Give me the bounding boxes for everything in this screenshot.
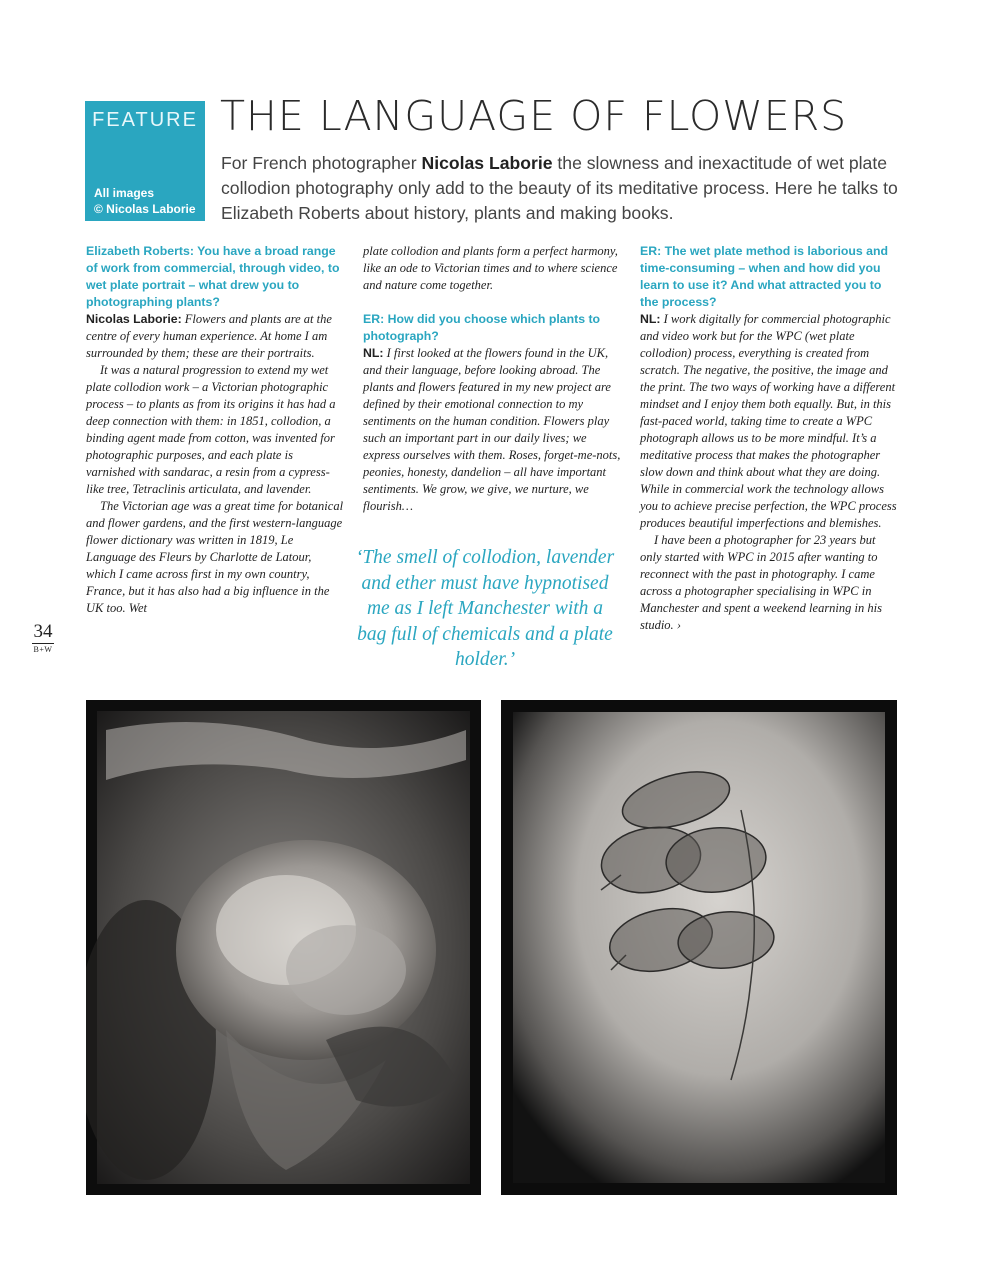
page-folio bbox=[30, 622, 56, 654]
interview-answer bbox=[363, 345, 621, 515]
interview-question: ER: The wet plate method is laborious and time-consuming – when and how did you learn to use it? And what attracted you to the process? bbox=[640, 244, 889, 309]
article-column-2 bbox=[363, 243, 621, 515]
section-label: FEATURE bbox=[92, 109, 198, 131]
honesty-photograph bbox=[501, 700, 897, 1195]
page-number: 34 bbox=[33, 621, 53, 642]
interview-question: Elizabeth Roberts: You have a broad range of work from commercial, through video, to wet plate portrait – what drew you to photographing plants? bbox=[86, 244, 340, 309]
interview-answer bbox=[640, 311, 898, 532]
image-credit-line2: © Nicolas Laborie bbox=[94, 202, 196, 216]
peony-image bbox=[86, 700, 481, 1195]
feature-label-box bbox=[85, 101, 205, 221]
interview-question: ER: How did you choose which plants to photograph? bbox=[363, 312, 601, 343]
standfirst-pre: For French photographer bbox=[221, 153, 422, 173]
standfirst bbox=[221, 151, 921, 226]
body-paragraph: plate collodion and plants form a perfect harmony, like an ode to Victorian times and to where science and nature come together. bbox=[363, 244, 618, 292]
speaker-label: NL: bbox=[640, 312, 661, 326]
magazine-mark: B+W bbox=[33, 645, 53, 654]
body-paragraph: It was a natural progression to extend my wet plate collodion work – a Victorian photographic process – to plants as from its origins it has had a deep connection with them: in 1851, collodion, a binding agent made from cotton, was invented for photographic purposes, and each plate is varnished with sandarac, a resin from a cypress-like tree, Tetraclinis articulata, and lavender. bbox=[86, 363, 336, 496]
folio-divider bbox=[32, 643, 54, 644]
body-paragraph: The Victorian age was a great time for botanical and flower gardens, and the first western-language flower dictionary was written in 1819, Le Language des Fleurs by Charlotte de Latour, which I came across first in my own country, France, but it has also had a big influence in the UK too. Wet bbox=[86, 499, 344, 615]
interview-answer bbox=[86, 311, 344, 362]
standfirst-post: the slowness and inexactitude of wet plate collodion photography only add to the beauty of its meditative process. Here he talks to Elizabeth Roberts about history, plants and making books. bbox=[221, 153, 898, 223]
honesty-image bbox=[501, 700, 897, 1195]
body-paragraph: I have been a photographer for 23 years but only started with WPC in 2015 after wanting to reconnect with the past in photography. I came across a photographer specialising in WPC in Manchester and spent a weekend learning in his studio. › bbox=[640, 533, 882, 632]
article-title: THE LANGUAGE OF FLOWERS bbox=[220, 92, 848, 140]
pull-quote: ‘The smell of collodion, lavender and ether must have hypnotised me as I left Manchester with a bag full of chemicals and a plate holder.’ bbox=[355, 547, 615, 670]
peony-photograph bbox=[86, 700, 481, 1195]
answer-text: I first looked at the flowers found in the UK, and their language, before looking abroad. The plants and flowers featured in my new project are defined by their emotional connection to my sentiments on the human condition. Flowers play such an important part in our daily lives; we express ourselves with them. Roses, forget-me-nots, peonies, honesty, dandelion – all have important sentiments. We grow, we give, we nurture, we flourish… bbox=[363, 346, 621, 513]
answer-text: Flowers and plants are at the centre of every human experience. At home I am surrounded by them; these are their portraits. bbox=[86, 312, 332, 360]
speaker-label: Nicolas Laborie: bbox=[86, 312, 182, 326]
answer-text: I work digitally for commercial photographic and video work but for the WPC (wet plate collodion) process, everything is created from scratch. The negative, the positive, the image and the print. The two ways of working have a different mindset and I enjoy them both equally. But, in this fast-paced world, taking time to create a WPC photograph allows us to be more mindful. It’s a meditative process that makes the photographer slow down and think about what they are doing. While in commercial work the technology allows you to achieve precise perfection, the WPC process produces beautiful imperfections and blemishes. bbox=[640, 312, 897, 530]
article-column-3 bbox=[640, 243, 898, 634]
article-column-1 bbox=[86, 243, 344, 617]
image-credit-line1: All images bbox=[94, 186, 155, 200]
standfirst-name: Nicolas Laborie bbox=[421, 153, 553, 173]
speaker-label: NL: bbox=[363, 346, 384, 360]
